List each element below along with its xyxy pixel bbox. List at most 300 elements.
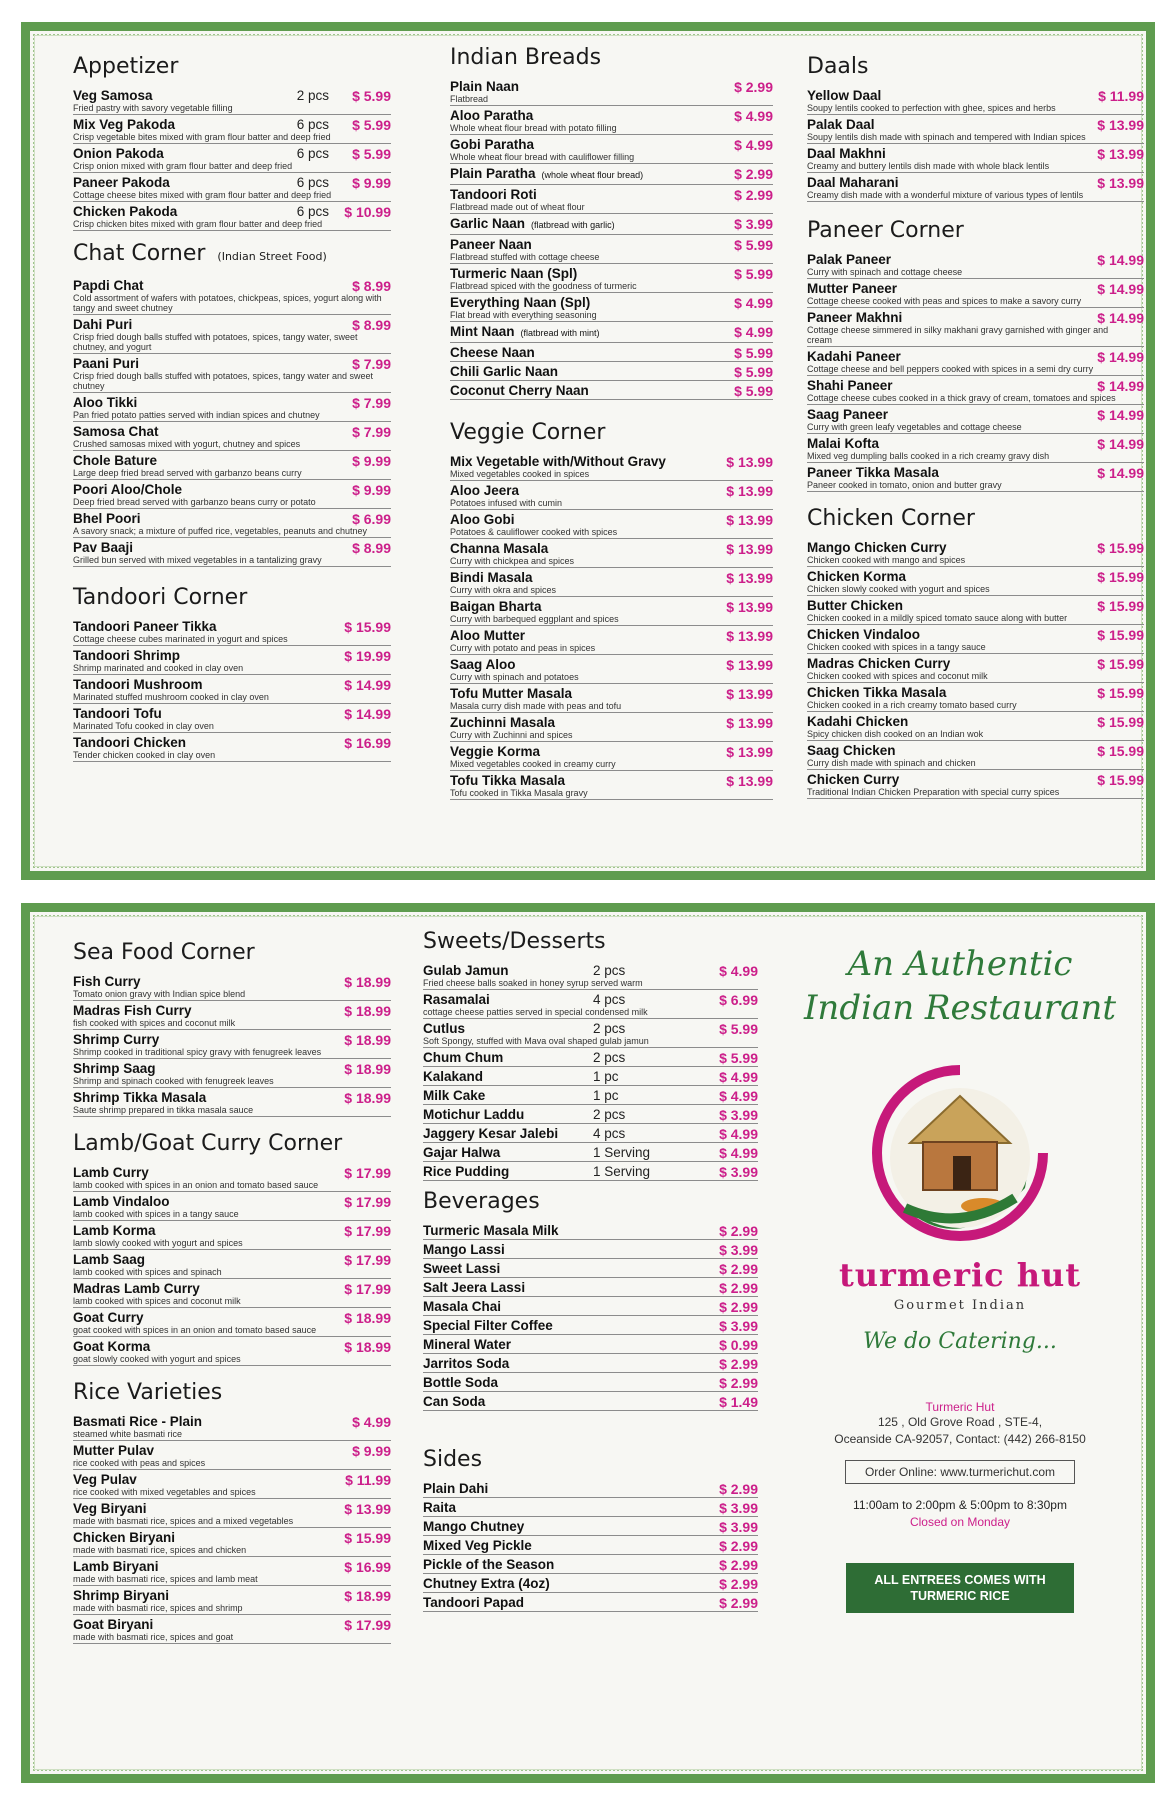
item-name-text: Raita xyxy=(423,1500,457,1515)
menu-item xyxy=(807,115,1144,144)
item-price: $ 4.99 xyxy=(719,1088,758,1104)
menu-item xyxy=(423,1221,758,1240)
menu-item xyxy=(450,343,773,362)
item-quantity: 1 Serving xyxy=(593,1164,651,1179)
item-price: $ 5.99 xyxy=(734,345,773,361)
item-name xyxy=(73,395,391,410)
item-description: Cottage cheese simmered in silky makhani gravy garnished with ginger and cream xyxy=(807,325,1109,345)
item-price: $ 13.99 xyxy=(726,570,773,586)
item-price: $ 17.99 xyxy=(344,1223,391,1239)
item-name xyxy=(807,436,1144,451)
item-name-text: Special Filter Coffee xyxy=(423,1318,553,1333)
item-price: $ 13.99 xyxy=(344,1501,391,1517)
menu-item xyxy=(73,1528,391,1557)
menu-item xyxy=(807,654,1144,683)
menu-item xyxy=(73,1192,391,1221)
item-description: Chicken cooked with spices and coconut milk xyxy=(807,671,988,681)
item-quantity: 6 pcs xyxy=(296,204,329,219)
item-description: Curry with potato and peas in spices xyxy=(450,643,596,653)
item-name xyxy=(450,383,773,398)
menu-item xyxy=(450,77,773,106)
opening-hours: 11:00am to 2:00pm & 5:00pm to 8:30pm xyxy=(853,1498,1067,1512)
item-price: $ 14.99 xyxy=(344,706,391,722)
menu-item xyxy=(73,315,391,354)
item-name-text: Turmeric Naan (Spl) xyxy=(450,266,578,281)
item-price: $ 15.99 xyxy=(1097,540,1144,556)
menu-item xyxy=(450,106,773,135)
section-title: Chicken Corner xyxy=(807,506,975,531)
item-price: $ 3.99 xyxy=(719,1318,758,1334)
item-description: Masala curry dish made with peas and tofu xyxy=(450,701,622,711)
section-title: Appetizer xyxy=(73,54,179,79)
item-price: $ 19.99 xyxy=(344,648,391,664)
menu-item xyxy=(450,713,773,742)
menu-item xyxy=(807,683,1144,712)
item-name xyxy=(807,743,1144,758)
item-price: $ 17.99 xyxy=(344,1165,391,1181)
menu-item xyxy=(73,115,391,144)
menu-item xyxy=(73,1308,391,1337)
section-daals xyxy=(807,54,1144,202)
item-price: $ 14.99 xyxy=(1097,465,1144,481)
item-description: lamb cooked with spices and coconut milk xyxy=(73,1296,241,1306)
menu-item xyxy=(73,1059,391,1088)
item-price: $ 9.99 xyxy=(352,453,391,469)
section-sea-food-corner xyxy=(73,940,391,1117)
item-name-text: Madras Lamb Curry xyxy=(73,1281,200,1296)
item-quantity: 6 pcs xyxy=(296,175,329,190)
section-lamb-goat-corner xyxy=(73,1131,391,1366)
item-name xyxy=(423,1126,758,1141)
item-description: Saute shrimp prepared in tikka masala sauce xyxy=(73,1105,254,1115)
tagline-line-1: An Authentic xyxy=(847,944,1073,984)
item-price: $ 18.99 xyxy=(344,1061,391,1077)
item-name-text: Shahi Paneer xyxy=(807,378,893,393)
item-price: $ 13.99 xyxy=(1097,175,1144,191)
item-name-text: Mango Lassi xyxy=(423,1242,505,1257)
item-name-text: Tandoori Papad xyxy=(423,1595,525,1610)
menu-item xyxy=(73,202,391,231)
item-price: $ 17.99 xyxy=(344,1252,391,1268)
menu-item xyxy=(450,539,773,568)
item-name xyxy=(423,1394,758,1409)
menu-item xyxy=(807,712,1144,741)
item-price: $ 13.99 xyxy=(726,541,773,557)
item-price: $ 2.99 xyxy=(719,1375,758,1391)
item-description: Mixed vegetables cooked in creamy curry xyxy=(450,759,616,769)
item-quantity: 2 pcs xyxy=(593,963,626,978)
item-quantity: 1 pc xyxy=(593,1088,619,1103)
item-price: $ 17.99 xyxy=(344,1281,391,1297)
item-description: Mixed veg dumpling balls cooked in a rich creamy gravy dish xyxy=(807,451,1050,461)
item-price: $ 3.99 xyxy=(719,1242,758,1258)
item-description: lamb cooked with spices in an onion and tomato based sauce xyxy=(73,1180,319,1190)
item-price: $ 15.99 xyxy=(1097,656,1144,672)
item-name xyxy=(423,1050,758,1065)
item-price: $ 9.99 xyxy=(352,482,391,498)
item-description: Chicken cooked in a rich creamy tomato based curry xyxy=(807,700,1017,710)
order-online-link[interactable]: Order Online: www.turmerichut.com xyxy=(845,1460,1075,1484)
item-name-text: Chicken Pakoda xyxy=(73,204,178,219)
menu-item xyxy=(73,393,391,422)
item-description: Large deep fried bread served with garbanzo beans curry xyxy=(73,468,302,478)
item-description: Fried cheese balls soaked in honey syrup served warm xyxy=(423,978,643,988)
item-description: Shrimp marinated and cooked in clay oven xyxy=(73,663,244,673)
menu-item xyxy=(423,1555,758,1574)
item-price: $ 18.99 xyxy=(344,1588,391,1604)
menu-item xyxy=(450,481,773,510)
item-name xyxy=(807,175,1144,190)
menu-item xyxy=(450,771,773,800)
column-breads xyxy=(450,45,773,800)
item-name-text: Shrimp Tikka Masala xyxy=(73,1090,207,1105)
item-description: Crisp onion mixed with gram flour batter and deep fried xyxy=(73,161,293,171)
item-name-text: Milk Cake xyxy=(423,1088,486,1103)
item-name-text: Tandoori Shrimp xyxy=(73,648,180,663)
item-price: $ 5.99 xyxy=(352,117,391,133)
item-quantity: 2 pcs xyxy=(296,88,329,103)
item-name-text: Goat Korma xyxy=(73,1339,151,1354)
item-name-text: Lamb Biryani xyxy=(73,1559,159,1574)
item-price: $ 13.99 xyxy=(726,483,773,499)
menu-item xyxy=(807,308,1144,347)
section-title: Sweets/Desserts xyxy=(423,929,606,954)
item-name xyxy=(450,216,773,233)
item-description: Chicken cooked with mango and spices xyxy=(807,555,966,565)
item-name-text: Mix Veg Pakoda xyxy=(73,117,176,132)
item-price: $ 13.99 xyxy=(726,599,773,615)
item-name xyxy=(73,175,391,190)
menu-item xyxy=(73,704,391,733)
item-price: $ 15.99 xyxy=(1097,772,1144,788)
menu-item xyxy=(73,86,391,115)
item-description: Chicken cooked with spices in a tangy sauce xyxy=(807,642,986,652)
menu-item xyxy=(450,164,773,185)
item-name xyxy=(807,117,1144,132)
item-name-text: Masala Chai xyxy=(423,1299,502,1314)
item-name-text: Papdi Chat xyxy=(73,278,144,293)
contact-name: Turmeric Hut xyxy=(925,1400,995,1414)
menu-item xyxy=(423,1019,758,1048)
item-name-text: Mineral Water xyxy=(423,1337,512,1352)
item-name-text: Yellow Daal xyxy=(807,88,882,103)
item-description: Creamy dish made with a wonderful mixture of various types of lentils xyxy=(807,190,1084,200)
item-name-text: Tandoori Mushroom xyxy=(73,677,203,692)
item-name-text: Palak Paneer xyxy=(807,252,892,267)
hut-logo-icon xyxy=(865,1058,1055,1248)
item-name-text: Chicken Curry xyxy=(807,772,900,787)
menu-item xyxy=(73,1163,391,1192)
item-name-text: Bhel Poori xyxy=(73,511,141,526)
item-price: $ 14.99 xyxy=(1097,310,1144,326)
city-contact-line: Oceanside CA-92057, Contact: (442) 266-8150 xyxy=(834,1432,1086,1446)
item-price: $ 15.99 xyxy=(1097,598,1144,614)
item-name xyxy=(807,685,1144,700)
item-name xyxy=(450,454,773,469)
item-description: Creamy and buttery lentils dish made with whole black lentils xyxy=(807,161,1050,171)
item-price: $ 5.99 xyxy=(734,364,773,380)
item-price: $ 18.99 xyxy=(344,974,391,990)
item-name-text: Butter Chicken xyxy=(807,598,904,613)
item-name-text: Channa Masala xyxy=(450,541,549,556)
menu-item xyxy=(450,510,773,539)
item-name-text: Rasamalai xyxy=(423,992,490,1007)
item-name xyxy=(450,266,773,281)
item-name-text: Zuchinni Masala xyxy=(450,715,556,730)
item-description: Curry dish made with spinach and chicken xyxy=(807,758,976,768)
item-name-text: Saag Chicken xyxy=(807,743,896,758)
item-quantity: 6 pcs xyxy=(296,117,329,132)
item-name-text: Mix Vegetable with/Without Gravy xyxy=(450,454,666,469)
item-name-text: Poori Aloo/Chole xyxy=(73,482,182,497)
item-description: Mixed vegetables cooked in spices xyxy=(450,469,590,479)
section-title: Tandoori Corner xyxy=(73,585,248,610)
menu-item xyxy=(423,961,758,990)
item-name xyxy=(807,378,1144,393)
item-name xyxy=(73,356,391,371)
column-sweets-beverages-sides xyxy=(423,929,758,1612)
item-name-text: Veggie Korma xyxy=(450,744,541,759)
menu-item xyxy=(423,1048,758,1067)
item-name-text: Jaggery Kesar Jalebi xyxy=(423,1126,559,1141)
item-name-text: Bindi Masala xyxy=(450,570,533,585)
item-name xyxy=(807,656,1144,671)
item-price: $ 8.99 xyxy=(352,540,391,556)
item-price: $ 7.99 xyxy=(352,424,391,440)
menu-item xyxy=(73,144,391,173)
item-price: $ 15.99 xyxy=(1097,685,1144,701)
item-price: $ 2.99 xyxy=(719,1481,758,1497)
item-name-text: Tofu Mutter Masala xyxy=(450,686,573,701)
item-description: made with basmati rice, spices and shrimp xyxy=(73,1603,243,1613)
item-name-text: Plain Dahi xyxy=(423,1481,489,1496)
item-name-text: Mango Chicken Curry xyxy=(807,540,947,555)
item-description: rice cooked with mixed vegetables and spices xyxy=(73,1487,256,1497)
catering-tagline: We do Catering... xyxy=(863,1329,1057,1354)
menu-item xyxy=(73,1557,391,1586)
item-name xyxy=(423,1280,758,1295)
menu-item xyxy=(73,1337,391,1366)
item-price: $ 14.99 xyxy=(1097,252,1144,268)
menu-item xyxy=(423,1392,758,1411)
item-price: $ 18.99 xyxy=(344,1339,391,1355)
item-name-text: Gobi Paratha xyxy=(450,137,535,152)
item-name-text: Pav Baaji xyxy=(73,540,134,555)
item-name xyxy=(450,657,773,672)
item-name-text: Goat Curry xyxy=(73,1310,144,1325)
item-name-text: Veg Biryani xyxy=(73,1501,147,1516)
item-description: A savory snack; a mixture of puffed rice, vegetables, peanuts and chutney xyxy=(73,526,368,536)
menu-item xyxy=(807,567,1144,596)
item-description: made with basmati rice, spices and a mixed vegetables xyxy=(73,1516,294,1526)
item-name xyxy=(423,963,758,978)
item-description: Cold assortment of wafers with potatoes, chickpeas, spices, yogurt along with tangy and sweet chutney xyxy=(73,293,382,313)
item-price: $ 3.99 xyxy=(719,1519,758,1535)
item-name xyxy=(450,237,773,252)
item-price: $ 13.99 xyxy=(1097,117,1144,133)
menu-item xyxy=(423,1259,758,1278)
item-name xyxy=(450,364,773,379)
menu-item xyxy=(73,1470,391,1499)
item-price: $ 3.99 xyxy=(719,1500,758,1516)
section-title: Veggie Corner xyxy=(450,420,606,445)
item-description: made with basmati rice, spices and chicken xyxy=(73,1545,247,1555)
menu-item xyxy=(73,354,391,393)
item-description: Flatbread stuffed with cottage cheese xyxy=(450,252,600,262)
item-description: Flat bread with everything seasoning xyxy=(450,310,597,320)
item-name xyxy=(450,599,773,614)
section-title xyxy=(73,241,391,270)
item-description: Chicken cooked in a mildly spiced tomato sauce along with butter xyxy=(807,613,1068,623)
item-name-text: Tandoori Chicken xyxy=(73,735,187,750)
item-name-text: Aloo Jeera xyxy=(450,483,520,498)
item-description: Cottage cheese cubes cooked in a thick gravy of cream, tomatoes and spices xyxy=(807,393,1116,403)
item-description: Cottage cheese and bell peppers cooked with spices in a semi dry curry xyxy=(807,364,1094,374)
menu-item xyxy=(423,1479,758,1498)
item-name xyxy=(73,317,391,332)
item-name-text: Malai Kofta xyxy=(807,436,880,451)
item-price: $ 5.99 xyxy=(719,1021,758,1037)
item-name-text: Motichur Laddu xyxy=(423,1107,525,1122)
menu-item xyxy=(73,538,391,567)
menu-item xyxy=(73,1615,391,1644)
item-price: $ 18.99 xyxy=(344,1090,391,1106)
item-description: rice cooked with peas and spices xyxy=(73,1458,206,1468)
item-description: goat cooked with spices in an onion and tomato based sauce xyxy=(73,1325,317,1335)
item-quantity: 2 pcs xyxy=(593,1021,626,1036)
menu-item xyxy=(73,1001,391,1030)
item-name-text: Tandoori Roti xyxy=(450,187,537,202)
menu-item xyxy=(423,1335,758,1354)
item-description: Crisp fried dough balls stuffed with potatoes, spices, tangy water and sweet chutney xyxy=(73,371,374,391)
item-name xyxy=(423,1538,758,1553)
item-name-text: Plain Naan xyxy=(450,79,520,94)
item-name-text: Sweet Lassi xyxy=(423,1261,501,1276)
item-description: Pan fried potato patties served with indian spices and chutney xyxy=(73,410,320,420)
item-name xyxy=(423,1375,758,1390)
item-name-text: Shrimp Curry xyxy=(73,1032,160,1047)
section-veggie-corner xyxy=(450,420,773,800)
item-quantity: 4 pcs xyxy=(593,992,626,1007)
item-price: $ 2.99 xyxy=(719,1595,758,1611)
section-title: Beverages xyxy=(423,1189,540,1214)
section-title: Sea Food Corner xyxy=(73,940,255,965)
item-price: $ 17.99 xyxy=(344,1617,391,1633)
item-name xyxy=(423,1356,758,1371)
item-name-text: Madras Fish Curry xyxy=(73,1003,192,1018)
closed-day: Closed on Monday xyxy=(909,1515,1011,1529)
item-price: $ 14.99 xyxy=(1097,281,1144,297)
menu-item xyxy=(450,655,773,684)
menu-item xyxy=(450,568,773,597)
item-name xyxy=(423,1557,758,1572)
menu-item xyxy=(450,185,773,214)
item-name-text: Tandoori Paneer Tikka xyxy=(73,619,217,634)
item-name-text: Kadahi Paneer xyxy=(807,349,901,364)
item-description: goat slowly cooked with yogurt and spices xyxy=(73,1354,241,1364)
item-description: Crushed samosas mixed with yogurt, chutney and spices xyxy=(73,439,301,449)
item-name-text: Chutney Extra (4oz) xyxy=(423,1576,550,1591)
item-price: $ 5.99 xyxy=(734,383,773,399)
item-name xyxy=(73,511,391,526)
section-indian-breads xyxy=(450,45,773,400)
item-name-text: Bottle Soda xyxy=(423,1375,499,1390)
section-paneer-corner xyxy=(807,218,1144,492)
menu-item xyxy=(423,1086,758,1105)
item-description: Soft Spongy, stuffed with Mava oval shaped gulab jamun xyxy=(423,1036,649,1046)
menu-item xyxy=(450,235,773,264)
menu-item xyxy=(73,480,391,509)
item-name xyxy=(73,146,391,161)
item-price: $ 2.99 xyxy=(734,166,773,182)
item-description: Spicy chicken dish cooked on an Indian wok xyxy=(807,729,984,739)
item-name xyxy=(450,345,773,360)
item-name-text: Saag Aloo xyxy=(450,657,516,672)
item-name xyxy=(423,1088,758,1103)
item-name xyxy=(807,465,1144,480)
item-description: Fried pastry with savory vegetable filling xyxy=(73,103,233,113)
item-name-text: Samosa Chat xyxy=(73,424,159,439)
item-price: $ 4.99 xyxy=(734,108,773,124)
item-name xyxy=(807,407,1144,422)
item-name xyxy=(73,1414,391,1429)
item-name xyxy=(807,146,1144,161)
item-description: lamb cooked with spices in a tangy sauce xyxy=(73,1209,239,1219)
item-description: Tofu cooked in Tikka Masala gravy xyxy=(450,788,588,798)
item-name-text: Mutter Pulav xyxy=(73,1443,155,1458)
menu-item xyxy=(807,144,1144,173)
item-name xyxy=(73,1443,391,1458)
item-price: $ 17.99 xyxy=(344,1194,391,1210)
section-appetizer xyxy=(73,54,391,231)
item-price: $ 15.99 xyxy=(344,1530,391,1546)
tagline-line-2: Indian Restaurant xyxy=(803,988,1117,1028)
item-description: Cottage cheese cooked with peas and spices to make a savory curry xyxy=(807,296,1082,306)
menu-panel-bottom xyxy=(21,903,1155,1783)
menu-item xyxy=(807,86,1144,115)
item-price: $ 16.99 xyxy=(344,735,391,751)
item-name xyxy=(450,570,773,585)
item-price: $ 14.99 xyxy=(344,677,391,693)
item-price: $ 15.99 xyxy=(344,619,391,635)
item-name-text: Gajar Halwa xyxy=(423,1145,501,1160)
item-name xyxy=(73,453,391,468)
item-description: lamb cooked with spices and spinach xyxy=(73,1267,222,1277)
item-name-text: Mixed Veg Pickle xyxy=(423,1538,532,1553)
item-name xyxy=(450,541,773,556)
item-price: $ 13.99 xyxy=(726,686,773,702)
item-price: $ 3.99 xyxy=(719,1164,758,1180)
item-name-text: Veg Pulav xyxy=(73,1472,137,1487)
item-name-text: Chum Chum xyxy=(423,1050,504,1065)
item-name-text: Aloo Tikki xyxy=(73,395,138,410)
item-price: $ 5.99 xyxy=(734,237,773,253)
item-description: Crisp vegetable bites mixed with gram flour batter and deep fried xyxy=(73,132,331,142)
item-price: $ 4.99 xyxy=(734,295,773,311)
item-name-text: Tandoori Tofu xyxy=(73,706,162,721)
menu-item xyxy=(73,646,391,675)
item-note: (flatbread with garlic) xyxy=(531,220,615,230)
item-quantity: 2 pcs xyxy=(593,1107,626,1122)
menu-item xyxy=(73,509,391,538)
item-price: $ 4.99 xyxy=(734,324,773,340)
item-name xyxy=(450,324,773,341)
item-name xyxy=(73,117,391,132)
item-description: Curry with barbequed eggplant and spices xyxy=(450,614,619,624)
section-title: Indian Breads xyxy=(450,45,602,70)
item-description: fish cooked with spices and coconut milk xyxy=(73,1018,236,1028)
item-price: $ 5.99 xyxy=(352,88,391,104)
